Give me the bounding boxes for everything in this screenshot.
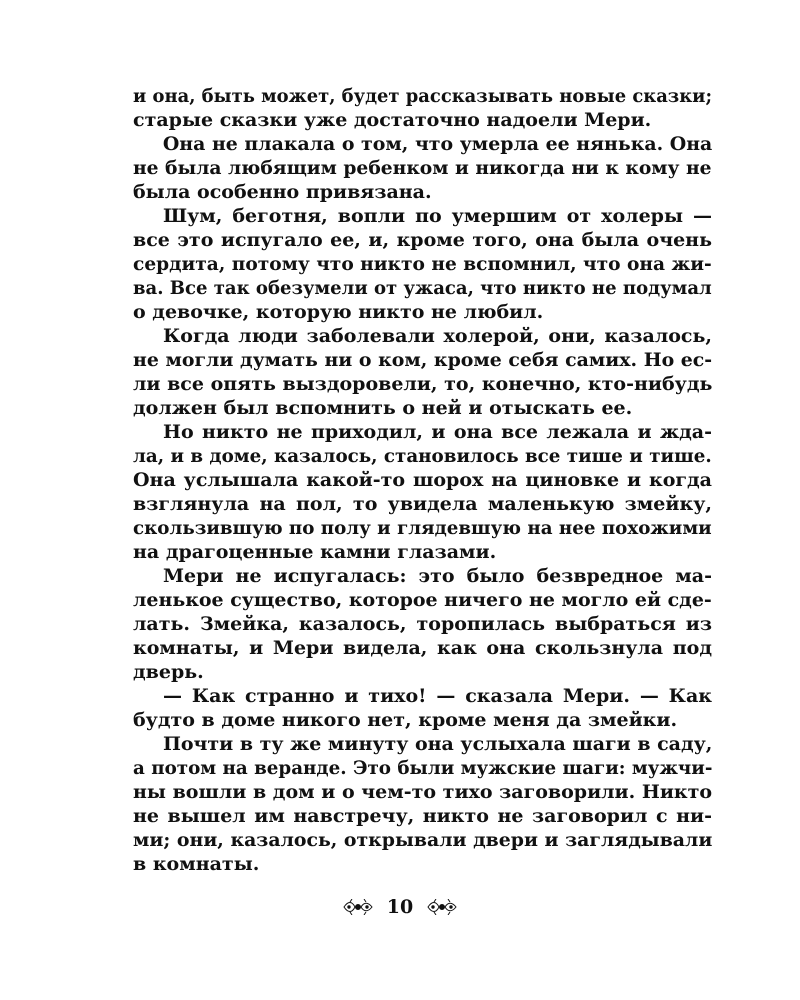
text-line: ли все опять выздоровели, то, конечно, кто-нибудь	[133, 373, 713, 395]
paragraph	[133, 204, 712, 324]
paragraph	[133, 84, 712, 132]
text-line: дверь.	[133, 661, 204, 683]
paragraph	[133, 420, 712, 564]
text-line: должен был вспомнить о ней и отыскать ее.	[133, 397, 633, 419]
page-text	[133, 84, 712, 876]
text-line: и она, быть может, будет рассказывать новые сказки;	[133, 85, 713, 107]
text-line: Почти в ту же минуту она услыхала шаги в саду,	[162, 733, 713, 755]
text-line: — Как странно и тихо! — сказала Мери. — Как	[163, 685, 712, 707]
text-line: Когда люди заболевали холерой, они, казалось,	[163, 325, 712, 347]
text-line: Шум, беготня, вопли по умершим от холеры —	[163, 205, 712, 227]
text-line: не вышел им навстречу, никто не заговорил с ни-	[133, 805, 712, 827]
text-line: лать. Змейка, казалось, торопилась выбраться из	[133, 613, 712, 635]
paragraph	[133, 324, 712, 420]
text-line: Но никто не приходил, и она все лежала и жда-	[163, 421, 712, 443]
text-line: ми; они, казалось, открывали двери и заглядывали	[133, 829, 713, 851]
paragraph	[133, 132, 712, 204]
text-line: скользившую по полу и глядевшую на нее похожими	[133, 517, 712, 539]
text-line: о девочке, которую никто не любил.	[133, 301, 544, 323]
text-line: Она услышала какой-то шорох на циновке и когда	[133, 469, 712, 491]
text-line: сердита, потому что никто не вспомнил, что она жи-	[133, 253, 712, 275]
text-line: Мери не испугалась: это было безвредное ма-	[163, 565, 712, 587]
floral-ornament-left-icon	[342, 899, 374, 915]
text-line: ленькое существо, которое ничего не могло ей сде-	[133, 589, 712, 611]
text-line: Она не плакала о том, что умерла ее нянька. Она	[162, 133, 713, 155]
text-line: взглянула на пол, то увидела маленькую змейку,	[133, 493, 712, 515]
text-line: не могли думать ни о ком, кроме себя самих. Но ес-	[133, 349, 713, 371]
text-line: ны вошли в дом и о чем-то тихо заговорили. Никто	[133, 781, 713, 803]
text-line: а потом на веранде. Это были мужские шаги: мужчи-	[133, 757, 713, 779]
floral-ornament-right-icon	[426, 899, 458, 915]
text-line: в комнаты.	[133, 853, 260, 875]
text-line: ла, и в доме, казалось, становилось все тише и тише.	[133, 445, 712, 467]
text-line: все это испугало ее, и, кроме того, она была очень	[133, 229, 712, 251]
text-line: старые сказки уже достаточно надоели Мери.	[133, 109, 652, 131]
paragraph	[133, 684, 712, 732]
page-number: 10	[386, 896, 414, 918]
text-line: не была любящим ребенком и никогда ни к кому не	[133, 157, 712, 179]
text-line: будто в доме никого нет, кроме меня да змейки.	[133, 709, 678, 731]
text-line: ва. Все так обезумели от ужаса, что никто не подумал	[133, 277, 712, 299]
paragraph	[133, 732, 712, 876]
paragraph	[133, 564, 712, 684]
text-line: на драгоценные камни глазами.	[133, 541, 497, 563]
page-footer	[0, 894, 800, 919]
text-line: была особенно привязана.	[133, 181, 432, 203]
text-line: комнаты, и Мери видела, как она скользнула под	[133, 637, 712, 659]
